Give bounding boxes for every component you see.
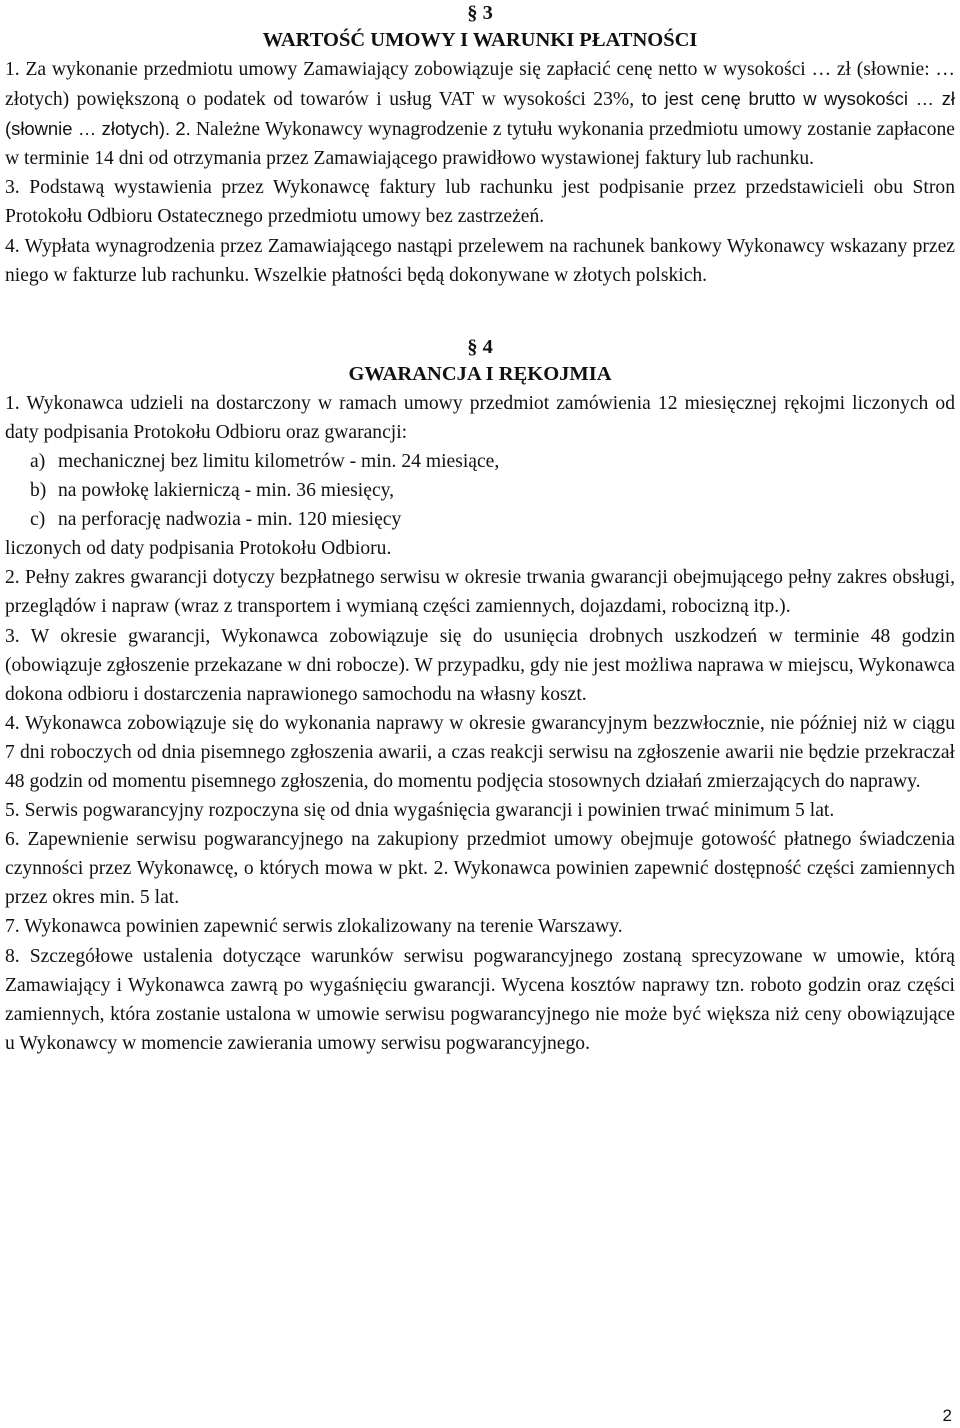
warranty-item-marker: c) [30, 509, 46, 531]
section-4-paragraph-7: 7. Wykonawca powinien zapewnić serwis zlokalizowany na terenie Warszawy. [5, 916, 623, 938]
section-3-paragraph-4: 4. Wypłata wynagrodzenia przez Zamawiającego nastąpi przelewem na rachunek bankowy Wykonawcy wskazany przez niego w fakturze lub rachunku. Wszelkie płatności będą dokonywane w złotych polskich. [5, 235, 955, 286]
section-4-paragraph-5: 5. Serwis pogwarancyjny rozpoczyna się od dnia wygaśnięcia gwarancji i powinien trwać minimum 5 lat. [5, 800, 835, 822]
section-4-paragraph-6: 6. Zapewnienie serwisu pogwarancyjnego na zakupiony przedmiot umowy obejmuje gotowość płatnego świadczenia czynności przez Wykonawcę, o których mowa w pkt. 2. Wykonawca powinien zapewnić dostępność części zamiennych przez okres min. 5 lat. [5, 829, 955, 909]
warranty-list-item [30, 476, 955, 505]
section-4-paragraph-1-tail: liczonych od daty podpisania Protokołu Odbioru. [5, 538, 392, 560]
warranty-list [5, 447, 955, 534]
section-3-paragraph-3: 3. Podstawą wystawienia przez Wykonawcę faktury lub rachunku jest podpisanie przez przedstawicieli obu Stron Protokołu Odbioru Ostatecznego przedmiotu umowy bez zastrzeżeń. [5, 177, 955, 228]
section-4-title: GWARANCJA I RĘKOJMIA [348, 362, 612, 385]
section-4-paragraph-1: 1. Wykonawca udzieli na dostarczony w ramach umowy przedmiot zamówienia 12 miesięcznej rękojmi liczonych od daty podpisania Protokołu Odbioru oraz gwarancji: [5, 392, 955, 443]
warranty-item-text: mechanicznej bez limitu kilometrów - min. 24 miesiące, [58, 450, 500, 472]
warranty-item-text: na perforację nadwozia - min. 120 miesięcy [58, 509, 402, 531]
section-4 [5, 334, 955, 1058]
section-4-paragraph-3: 3. W okresie gwarancji, Wykonawca zobowiązuje się do usunięcia drobnych uszkodzeń w terminie 48 godzin (obowiązuje zgłoszenie przekazane w dni robocze). W przypadku, gdy nie jest możliwa naprawa w miejscu, Wykonawca dokona odbioru i dostarczenia naprawionego samochodu na własny koszt. [5, 625, 955, 705]
warranty-item-marker: a) [30, 450, 46, 472]
warranty-item-marker: b) [30, 480, 47, 502]
section-3-paragraph-2-lead: 2. [175, 118, 191, 140]
warranty-item-text: na powłokę lakierniczą - min. 36 miesięcy, [58, 480, 395, 502]
section-3-paragraph-1-start: 1. Za wykonanie przedmiotu umowy Zamawiający zobowiązuje się zapłacić cenę netto w wysokości … zł (słownie: … złotych) powiększoną o podatek od towarów i usług VAT w wysokości 23%, [5, 59, 955, 111]
warranty-list-item [30, 447, 955, 476]
page-number: 2 [942, 1406, 952, 1425]
section-3-paragraph-1-arial: to jest cenę brutto w wysokości … zł (słownie … złotych). [5, 88, 955, 140]
section-4-paragraph-8: 8. Szczegółowe ustalenia dotyczące warunków serwisu pogwarancyjnego zostaną sprecyzowane w umowie, którą Zamawiający i Wykonawca zawrą po wygaśnięciu gwarancji. Wycena kosztów naprawy tzn. roboto godzin oraz części zamiennych, która zostanie ustalona w umowie serwisu pogwarancyjnego nie może być większa niż ceny obowiązujące u Wykonawcy w momencie zawierania umowy serwisu pogwarancyjnego. [5, 945, 955, 1054]
section-4-paragraph-4: 4. Wykonawca zobowiązuje się do wykonania naprawy w okresie gwarancyjnym bezzwłocznie, nie później niż w ciągu 7 dni roboczych od dnia pisemnego zgłoszenia awarii, a czas reakcji serwisu na zgłoszenie awarii nie będzie przekraczał 48 godzin od momentu pisemnego zgłoszenia, do momentu podjęcia stosownych działań zmierzających do naprawy. [5, 712, 955, 792]
section-3-title: WARTOŚĆ UMOWY I WARUNKI PŁATNOŚCI [262, 29, 698, 51]
section-3-mark: § 3 [467, 2, 493, 24]
section-3 [5, 0, 955, 290]
section-4-paragraph-2: 2. Pełny zakres gwarancji dotyczy bezpłatnego serwisu w okresie trwania gwarancji obejmującego pełny zakres obsługi, przeglądów i napraw (wraz z transportem i wymianą części zamiennych, dojazdami, robocizną itp.). [5, 567, 955, 618]
section-3-paragraph-2: Należne Wykonawcy wynagrodzenie z tytułu wykonania przedmiotu umowy zostanie zapłacone w terminie 14 dni od otrzymania przez Zamawiającego prawidłowo wystawionej faktury lub rachunku. [5, 119, 955, 170]
warranty-list-item [30, 505, 955, 534]
section-4-mark: § 4 [467, 335, 493, 358]
document-page [5, 0, 955, 1058]
section-gap [5, 290, 955, 334]
section-3-paragraph-1 [5, 55, 955, 173]
